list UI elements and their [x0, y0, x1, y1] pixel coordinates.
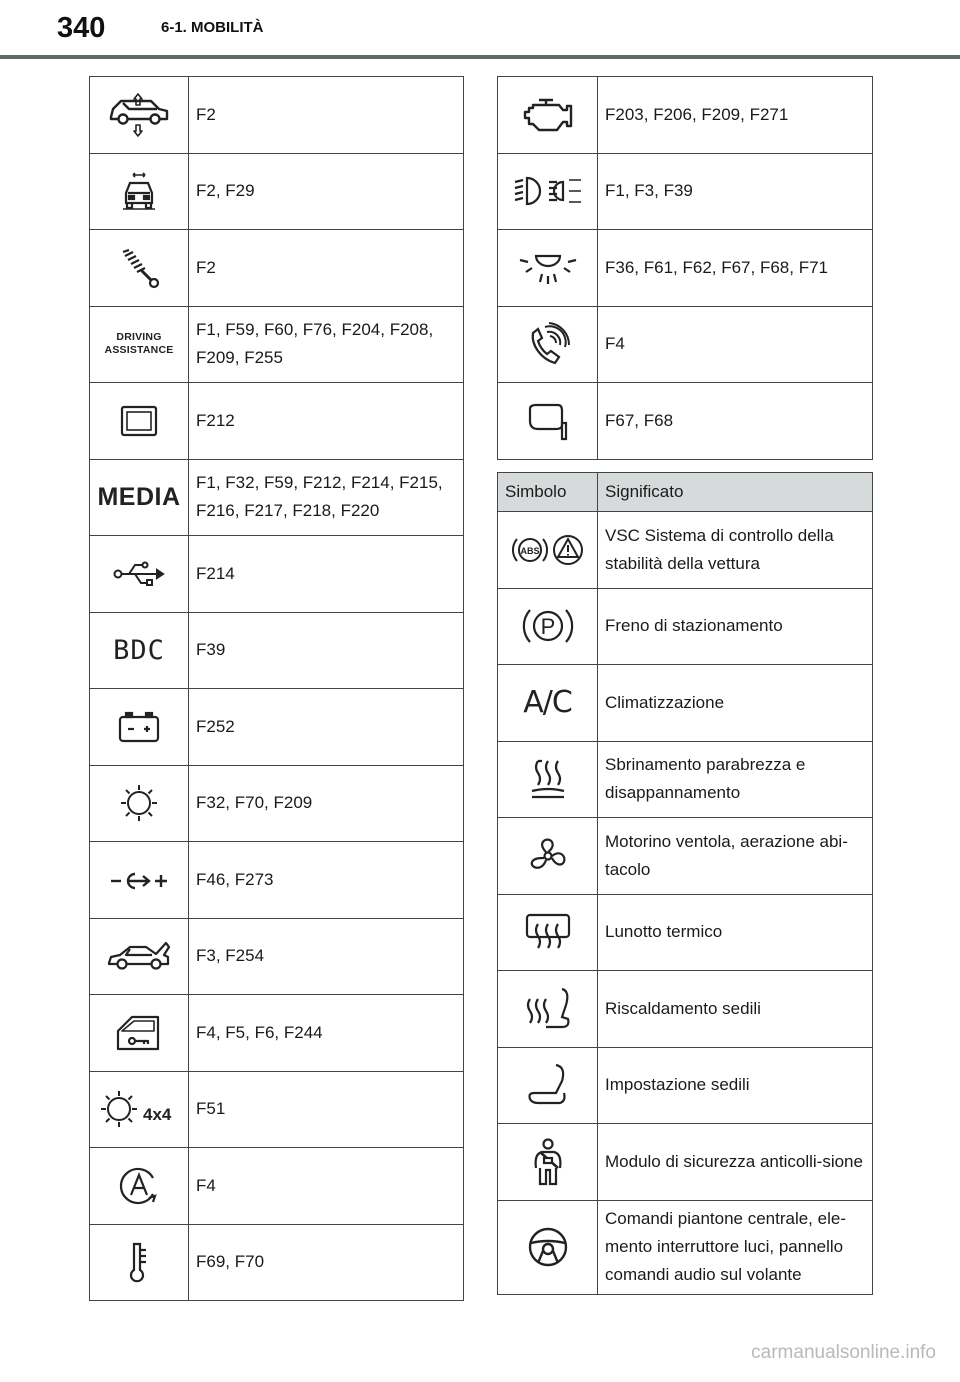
- fuse-symbol-table-right: [497, 76, 873, 460]
- media-icon: MEDIA: [97, 482, 181, 511]
- interior-light-icon: [516, 250, 580, 286]
- seat-heater-icon: [524, 987, 572, 1031]
- column-header-symbol: Simbolo: [498, 473, 598, 512]
- fuse-list: F2: [189, 230, 464, 307]
- table-row: [498, 665, 873, 742]
- headlight-fog-icon: [513, 174, 583, 208]
- table-row: [90, 689, 464, 766]
- car-trunk-icon: [106, 939, 172, 973]
- page-number: 340: [57, 12, 106, 44]
- fuse-list: F4: [189, 1148, 464, 1225]
- fuse-list: F252: [189, 689, 464, 766]
- table-row: [90, 842, 464, 919]
- icon-caption: P: [540, 614, 555, 640]
- usb-icon: [113, 560, 165, 588]
- fuse-list: F69, F70: [189, 1224, 464, 1301]
- symbol-meaning: Lunotto termico: [598, 894, 873, 971]
- ac-icon: A/C: [523, 685, 572, 721]
- table-header-row: [498, 473, 873, 512]
- fuse-list: F1, F32, F59, F212, F214, F215, F216, F217, F218, F220: [189, 459, 464, 536]
- table-row: [90, 77, 464, 154]
- car-lift-icon: [107, 93, 171, 137]
- display-screen-icon: [119, 404, 159, 438]
- table-row: [498, 306, 873, 383]
- table-row: [498, 383, 873, 460]
- symbol-meaning: Sbrinamento parabrezza e disappannamento: [598, 741, 873, 818]
- parking-brake-icon: [518, 604, 578, 648]
- fuse-symbol-table-left: [89, 76, 464, 1301]
- symbol-meaning: Riscaldamento sedili: [598, 971, 873, 1048]
- table-row: [498, 971, 873, 1048]
- fuse-list: F32, F70, F209: [189, 765, 464, 842]
- battery-icon: [117, 710, 161, 744]
- fuse-list: F51: [189, 1071, 464, 1148]
- header-rule: [0, 55, 960, 59]
- symbol-meaning: Impostazione sedili: [598, 1047, 873, 1124]
- fuse-list: F39: [189, 612, 464, 689]
- table-row: [90, 995, 464, 1072]
- fuse-list: F1, F3, F39: [598, 153, 873, 230]
- table-row: [90, 1071, 464, 1148]
- symbol-meaning: Freno di stazionamento: [598, 588, 873, 665]
- table-row: [498, 1047, 873, 1124]
- icon-caption: ABS: [519, 545, 540, 556]
- rear-defrost-icon: [524, 912, 572, 952]
- table-row: [498, 741, 873, 818]
- symbol-meaning-table: [497, 472, 873, 1295]
- table-row: [498, 512, 873, 589]
- table-row: [90, 612, 464, 689]
- fuse-list: F2: [189, 77, 464, 154]
- mirror-icon: [526, 401, 570, 441]
- table-row: [90, 918, 464, 995]
- seat-adjust-icon: [526, 1063, 570, 1107]
- fuse-list: F2, F29: [189, 153, 464, 230]
- table-row: [498, 77, 873, 154]
- gear-4x4-icon: [99, 1089, 179, 1129]
- column-header-meaning: Significato: [598, 473, 873, 512]
- fuse-list: F36, F61, F62, F67, F68, F71: [598, 230, 873, 307]
- fuse-list: F214: [189, 536, 464, 613]
- page-header: [0, 0, 960, 62]
- table-row: [498, 1124, 873, 1201]
- table-row: [90, 306, 464, 383]
- symbol-meaning: Motorino ventola, aerazione abi-tacolo: [598, 818, 873, 895]
- table-row: [90, 153, 464, 230]
- bdc-icon: BDC: [113, 634, 165, 666]
- table-row: [498, 230, 873, 307]
- table-row: [90, 1148, 464, 1225]
- watermark: carmanualsonline.info: [751, 1342, 936, 1363]
- icon-caption: DRIVING: [116, 331, 162, 344]
- section-title: 6-1. MOBILITÀ: [161, 19, 264, 36]
- windshield-defrost-icon: [528, 757, 568, 801]
- fuse-list: F212: [189, 383, 464, 460]
- fuse-list: F3, F254: [189, 918, 464, 995]
- fuse-list: F4: [598, 306, 873, 383]
- symbol-meaning: VSC Sistema di controllo della stabilità della vettura: [598, 512, 873, 589]
- abs-warning-icon: [508, 530, 588, 570]
- suspension-spring-icon: [117, 246, 161, 290]
- table-row: [90, 536, 464, 613]
- fuse-list: F203, F206, F209, F271: [598, 77, 873, 154]
- steering-wheel-icon: [526, 1225, 570, 1269]
- sun-gear-icon: [119, 783, 159, 823]
- table-row: [498, 818, 873, 895]
- fuse-list: F4, F5, F6, F244: [189, 995, 464, 1072]
- fuse-list: F46, F273: [189, 842, 464, 919]
- table-row: [90, 1224, 464, 1301]
- symbol-meaning: Climatizzazione: [598, 665, 873, 742]
- fuse-list: F67, F68: [598, 383, 873, 460]
- fan-icon: [526, 834, 570, 878]
- table-row: [498, 588, 873, 665]
- trailer-hitch-icon: [107, 868, 171, 892]
- engine-check-icon: [523, 96, 573, 134]
- table-row: [90, 383, 464, 460]
- thermometer-icon: [126, 1240, 152, 1284]
- fuse-list: F1, F59, F60, F76, F204, F208, F209, F255: [189, 306, 464, 383]
- symbol-meaning: Modulo di sicurezza anticolli-sione: [598, 1124, 873, 1201]
- table-row: [498, 894, 873, 971]
- phone-icon: [523, 319, 573, 369]
- auto-stop-start-icon: [117, 1164, 161, 1208]
- driving-assistance-icon: [90, 331, 188, 357]
- table-row: [90, 230, 464, 307]
- car-level-icon: [121, 171, 157, 211]
- seatbelt-icon: [528, 1138, 568, 1186]
- door-key-icon: [114, 1013, 164, 1053]
- table-row: [90, 459, 464, 536]
- table-row: [90, 765, 464, 842]
- table-row: [498, 153, 873, 230]
- symbol-meaning: Comandi piantone centrale, ele-mento interruttore luci, pannello comandi audio sul volante: [598, 1200, 873, 1294]
- icon-caption: 4x4: [143, 1105, 172, 1125]
- table-row: [498, 1200, 873, 1294]
- icon-caption: ASSISTANCE: [104, 344, 174, 357]
